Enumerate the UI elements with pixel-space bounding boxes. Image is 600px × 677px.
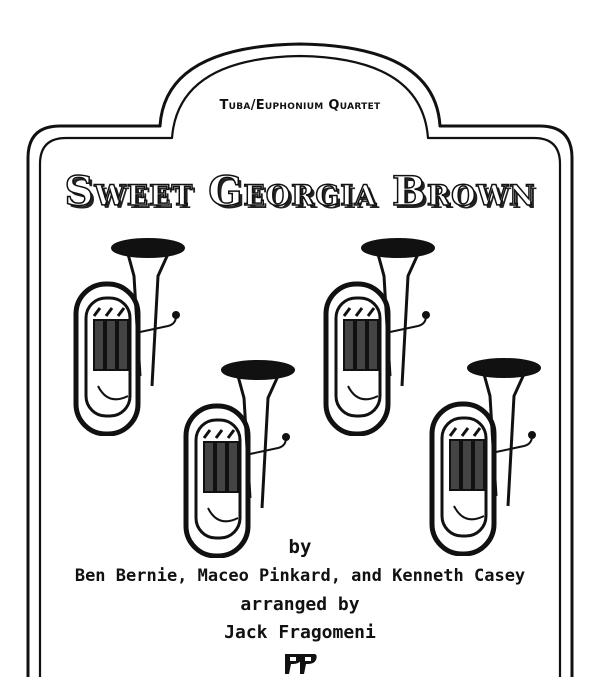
arranger-credit: Jack Fragomeni bbox=[224, 622, 376, 643]
arranged-by-label: arranged by bbox=[240, 594, 360, 615]
tuba-icon bbox=[318, 236, 438, 436]
tuba-icon bbox=[178, 358, 298, 558]
tuba-icon bbox=[424, 356, 544, 556]
publisher-logo-icon bbox=[283, 652, 317, 676]
tuba-icon bbox=[68, 236, 188, 436]
piece-title: Sweet Georgia Brown bbox=[64, 168, 536, 215]
by-label: by bbox=[288, 536, 312, 558]
ensemble-subtitle: Tuba/Euphonium Quartet bbox=[219, 98, 381, 113]
composers-credit: Ben Bernie, Maceo Pinkard, and Kenneth Casey bbox=[74, 566, 526, 586]
